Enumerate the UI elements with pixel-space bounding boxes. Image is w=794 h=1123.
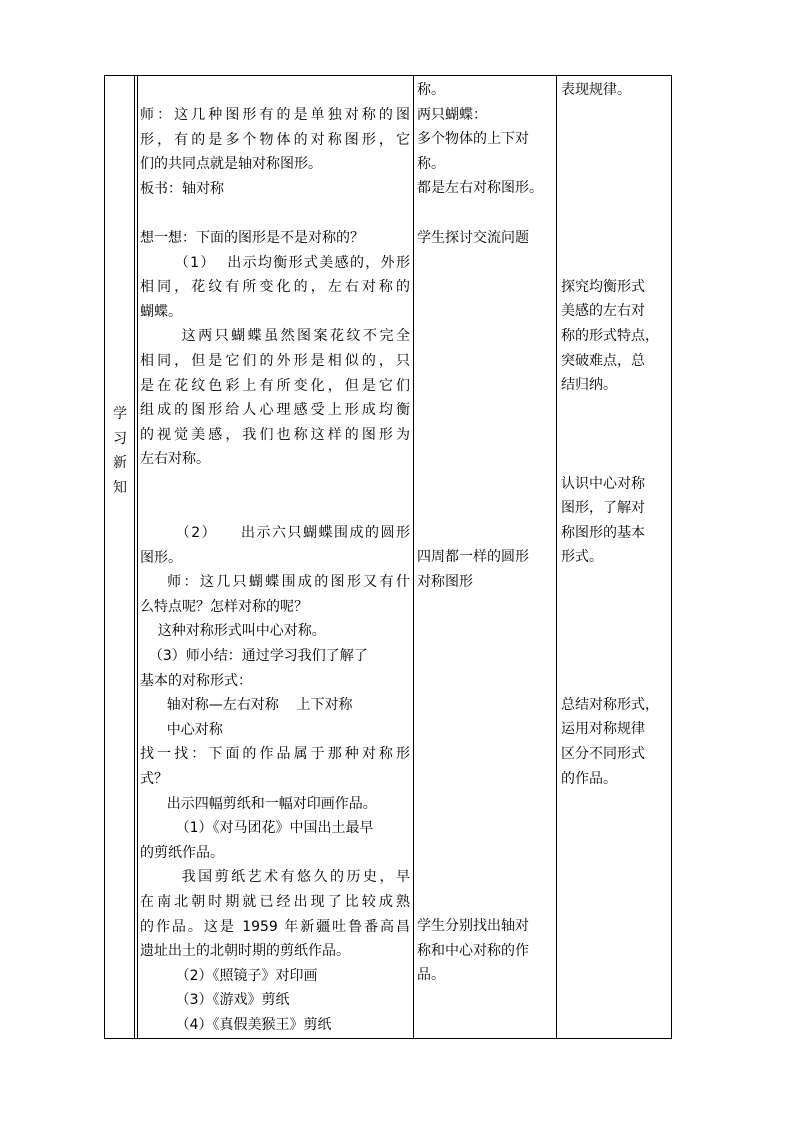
section-label-char: 知: [113, 479, 127, 496]
content-line: [140, 497, 410, 522]
content-line: 式？: [140, 771, 168, 788]
intent-line: 运用对称规律: [561, 721, 645, 738]
activity-line: [417, 816, 553, 841]
activity-line: [417, 447, 553, 472]
activity-line: [417, 422, 553, 447]
activity-line: [417, 373, 553, 398]
activity-line: [417, 693, 553, 718]
activity-line: [417, 324, 553, 349]
intent-line: [561, 226, 671, 251]
content-line: 左右对称。: [140, 451, 210, 468]
content-line: （2） 出示六只蝴蝶围成的圆形: [140, 525, 410, 542]
activity-line: [417, 791, 553, 816]
intent-line: 探究均衡形式: [561, 278, 645, 295]
activity-line: [417, 496, 553, 521]
activity-line: 两只蝴蝶：: [417, 106, 487, 123]
intent-line: [561, 668, 671, 693]
content-line: 轴对称—左右对称 上下对称: [140, 697, 353, 714]
activity-line: 品。: [417, 967, 445, 984]
activity-line: [417, 668, 553, 693]
activity-line: [417, 275, 553, 300]
content-line: 蝴蝶。: [140, 303, 182, 320]
intent-line: 形式。: [561, 549, 603, 566]
content-line: 出示四幅剪纸和一幅对印画作品。: [140, 795, 377, 812]
intent-line: [561, 644, 671, 669]
activity-line: [417, 472, 553, 497]
content-line: 师：这几种图形有的是单独对称的图: [140, 107, 410, 123]
intent-line: [561, 127, 671, 152]
section-label: [106, 402, 134, 500]
content-line: 遗址出土的北朝时期的剪纸作品。: [140, 943, 350, 960]
activity-line: 称和中心对称的作: [417, 942, 529, 959]
content-line: 们的共同点就是轴对称图形。: [140, 156, 322, 173]
content-line: 相同，但是它们的外形是相似的，只: [140, 352, 410, 369]
intent-line: [561, 447, 671, 472]
intent-line: [561, 103, 671, 128]
activity-line: 四周都一样的圆形: [417, 549, 529, 566]
intent-line: 的作品。: [561, 770, 617, 787]
column-divider: [413, 75, 414, 1039]
intent-line: [561, 152, 671, 177]
teaching-content: [140, 103, 410, 1038]
activity-line: 学生探讨交流问题: [417, 229, 529, 246]
content-line: （1） 出示均衡形式美感的，外形: [140, 254, 410, 271]
intent-line: 称的形式特点，: [561, 327, 659, 344]
content-line: [140, 472, 410, 497]
activity-line: [417, 717, 553, 742]
activity-line: [417, 644, 553, 669]
activity-line: 对称图形: [417, 573, 473, 590]
content-line: 这种对称形式叫中心对称。: [140, 623, 326, 640]
activity-line: [417, 250, 553, 275]
activity-line: [417, 742, 553, 767]
content-line: （2）《照镜子》对印画: [140, 967, 318, 984]
intent-line: 区分不同形式: [561, 746, 645, 763]
content-line: 在南北朝时期就已经出现了比较成熟: [140, 894, 410, 910]
activity-line: [417, 619, 553, 644]
intent-line: 突破难点，总: [561, 352, 645, 369]
content-line: 的视觉美感，我们也称这样的图形为: [140, 426, 410, 443]
intent-line: 表现规律。: [561, 82, 631, 98]
intent-line: 图形，了解对: [561, 500, 645, 517]
column-divider: [134, 75, 135, 1039]
activity-line: [417, 767, 553, 792]
content-line: 基本的对称形式：: [140, 672, 252, 689]
content-line: 找一找：下面的作品属于那种对称形: [140, 746, 410, 763]
activity-line: 都是左右对称图形。: [417, 180, 543, 197]
content-line: 是在花纹色彩上有所变化，但是它们: [140, 377, 410, 394]
column-divider: [137, 75, 138, 1039]
intent-line: 称图形的基本: [561, 524, 645, 541]
section-label-char: 学: [113, 406, 127, 422]
intent-line: 总结对称形式，: [561, 696, 659, 713]
activity-line: 称。: [417, 155, 445, 172]
content-line: 师：这几只蝴蝶围成的图形又有什: [140, 574, 410, 591]
activity-line: 称。: [417, 82, 445, 98]
intent-line: [561, 201, 671, 226]
activity-line: [417, 840, 553, 865]
content-line: 想一想：下面的图形是不是对称的？: [140, 229, 364, 246]
content-line: 板书：轴对称: [140, 180, 224, 197]
activity-line: [417, 521, 553, 546]
intent-line: 结归纳。: [561, 377, 617, 394]
intent-line: [561, 422, 671, 447]
activity-line: [417, 201, 553, 226]
content-line: （3）《游戏》剪纸: [140, 992, 290, 1009]
intent-line: [561, 398, 671, 423]
section-label-char: 习: [113, 430, 127, 447]
content-line: 形，有的是多个物体的对称图形，它: [140, 131, 410, 148]
design-intent: [561, 78, 671, 791]
intent-line: [561, 250, 671, 275]
activity-line: [417, 594, 553, 619]
intent-line: 美感的左右对: [561, 303, 645, 320]
content-line: （3）师小结：通过学习我们了解了: [140, 648, 368, 665]
content-line: 的作品。这是 1959 年新疆吐鲁番高昌: [140, 918, 410, 935]
section-label-char: 新: [113, 455, 127, 472]
content-line: 么特点呢？怎样对称的呢？: [140, 598, 308, 615]
content-line: 相同，花纹有所变化的，左右对称的: [140, 279, 410, 296]
content-line: 图形。: [140, 549, 182, 566]
content-line: （1）《对马团花》中国出土最早: [140, 820, 374, 837]
content-line: 我国剪纸艺术有悠久的历史，早: [140, 869, 410, 886]
content-line: [140, 201, 410, 226]
activity-line: [417, 349, 553, 374]
content-line: 组成的图形给人心理感受上形成均衡: [140, 402, 410, 419]
content-line: 这两只蝴蝶虽然图案花纹不完全: [140, 328, 410, 345]
intent-line: [561, 176, 671, 201]
student-activity: [417, 78, 553, 988]
activity-line: 多个物体的上下对: [417, 131, 529, 148]
activity-line: [417, 865, 553, 890]
intent-line: [561, 619, 671, 644]
activity-line: [417, 890, 553, 915]
intent-line: 认识中心对称: [561, 475, 645, 492]
intent-line: [561, 570, 671, 595]
activity-line: [417, 299, 553, 324]
intent-line: [561, 594, 671, 619]
content-line: （4）《真假美猴王》剪纸: [140, 1016, 332, 1033]
column-divider: [556, 75, 557, 1039]
activity-line: [417, 398, 553, 423]
content-line: 中心对称: [140, 721, 223, 738]
activity-line: 学生分别找出轴对: [417, 918, 529, 935]
content-line: 的剪纸作品。: [140, 844, 224, 861]
